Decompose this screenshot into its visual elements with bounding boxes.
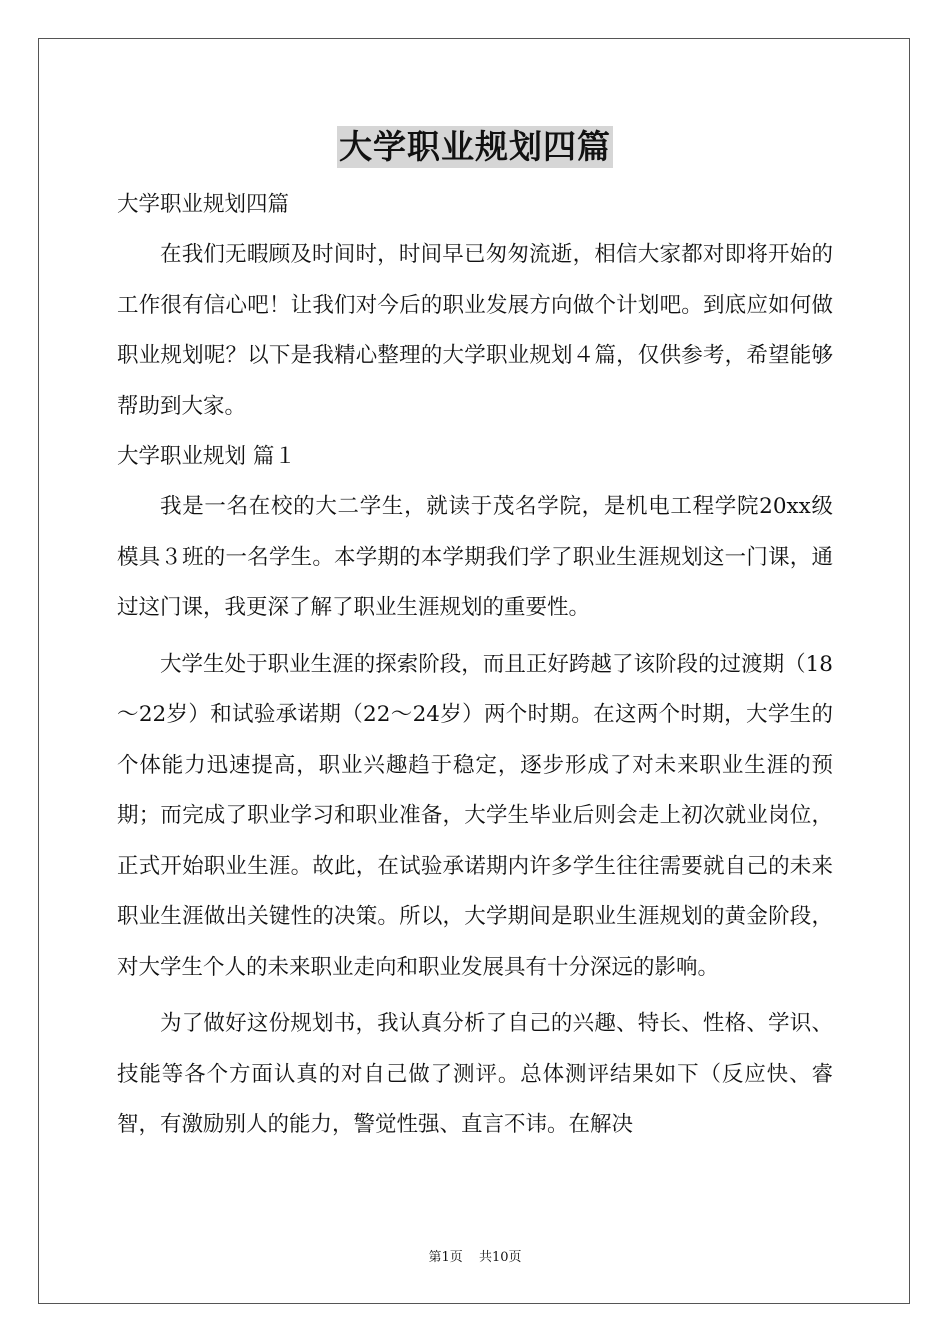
page-total: 共10页: [478, 1250, 522, 1265]
body-paragraph: 我是一名在校的大二学生，就读于茂名学院，是机电工程学院20xx级模具３班的一名学生。本学期的本学期我们学了职业生涯规划这一门课，通过这门课，我更深了解了职业生涯规划的重要性。: [117, 494, 833, 620]
title-container: [0, 126, 950, 168]
page-number: 第1页: [428, 1250, 463, 1265]
document-title: 大学职业规划四篇: [339, 127, 611, 166]
document-subtitle: 大学职业规划四篇: [117, 192, 290, 217]
body-paragraph: 大学生处于职业生涯的探索阶段，而且正好跨越了该阶段的过渡期（18～22岁）和试验承诺期（22～24岁）两个时期。在这两个时期，大学生的个体能力迅速提高，职业兴趣趋于稳定，逐步形成了对未来职业生涯的预期；而完成了职业学习和职业准备，大学生毕业后则会走上初次就业岗位，正式开始职业生涯。故此，在试验承诺期内许多学生往往需要就自己的未来职业生涯做出关键性的决策。所以，大学期间是职业生涯规划的黄金阶段，对大学生个人的未来职业走向和职业发展具有十分深远的影响。: [117, 651, 833, 980]
document-body: [117, 180, 833, 1151]
section-heading: 大学职业规划 篇１: [117, 444, 296, 469]
body-paragraph: 为了做好这份规划书，我认真分析了自己的兴趣、特长、性格、学识、技能等各个方面认真的对自己做了测评。总体测评结果如下（反应快、睿智，有激励别人的能力，警觉性强、直言不讳。在解决: [117, 1011, 833, 1137]
page-footer: [0, 1246, 950, 1265]
intro-paragraph: 在我们无暇顾及时间时，时间早已匆匆流逝，相信大家都对即将开始的工作很有信心吧！让我们对今后的职业发展方向做个计划吧。到底应如何做职业规划呢？以下是我精心整理的大学职业规划４篇，仅供参考，希望能够帮助到大家。: [117, 242, 833, 419]
